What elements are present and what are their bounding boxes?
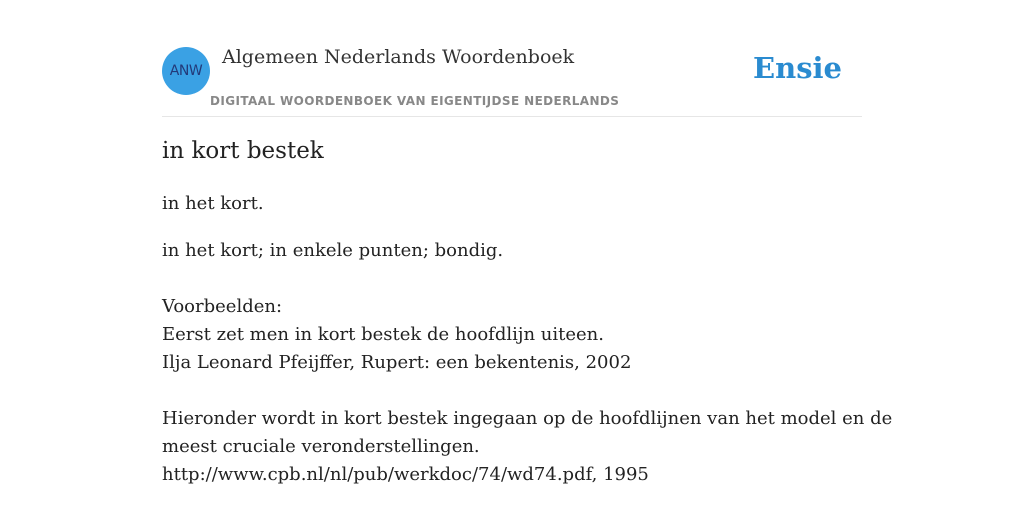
site-title[interactable]: Algemeen Nederlands Woordenboek [222, 46, 575, 68]
example-text: Eerst zet men in kort bestek de hoofdlijn uiteen. [162, 324, 604, 345]
example-source-link[interactable]: http://www.cpb.nl/nl/pub/werkdoc/74/wd74.pdf, 1995 [162, 464, 649, 485]
logo-text: ANW [169, 63, 203, 79]
definition: in het kort; in enkele punten; bondig. [162, 240, 504, 261]
examples-label: Voorbeelden: [162, 296, 283, 317]
example-text: Hieronder wordt in kort bestek ingegaan op de hoofdlijnen van het model en de [162, 408, 893, 429]
anw-logo[interactable] [162, 47, 210, 95]
example-source: Ilja Leonard Pfeijffer, Rupert: een bekentenis, 2002 [162, 352, 632, 373]
ensie-brand-link[interactable]: Ensie [753, 51, 842, 85]
site-header [162, 0, 862, 117]
example-text: meest cruciale veronderstellingen. [162, 436, 480, 457]
short-definition: in het kort. [162, 193, 264, 214]
entry-title: in kort bestek [162, 138, 324, 164]
site-subtitle: DIGITAAL WOORDENBOEK VAN EIGENTIJDSE NEDERLANDS [210, 94, 620, 108]
